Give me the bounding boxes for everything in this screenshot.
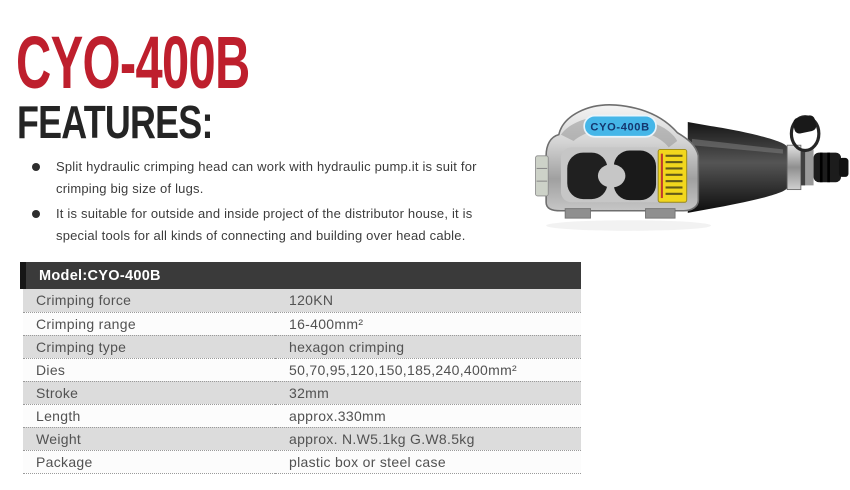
nipple-ridge xyxy=(820,153,823,183)
spec-value: 16-400mm² xyxy=(275,312,581,335)
table-row xyxy=(23,427,581,450)
table-row xyxy=(23,335,581,358)
bullet-icon xyxy=(32,163,40,171)
spec-label: Crimping range xyxy=(23,312,275,335)
spec-label: Length xyxy=(23,404,275,427)
sticker-text-line xyxy=(666,193,683,195)
product-photo xyxy=(533,86,850,234)
spec-value: plastic box or steel case xyxy=(275,450,581,473)
features-heading: FEATURES: xyxy=(17,96,213,148)
sticker-text-line xyxy=(666,174,683,176)
features-list xyxy=(30,156,482,250)
feature-item xyxy=(30,203,482,246)
crimping-tool-illustration xyxy=(533,86,850,234)
spec-label: Crimping force xyxy=(23,289,275,312)
spec-value: 32mm xyxy=(275,381,581,404)
sticker-text-line xyxy=(666,180,683,182)
spec-value: 120KN xyxy=(275,289,581,312)
feature-text: It is suitable for outside and inside project of the distributor house, it is special tools for all kinds of connecting and building over head cable. xyxy=(56,206,473,243)
table-row xyxy=(23,312,581,335)
nipple-ridge xyxy=(827,153,830,183)
spec-label: Crimping type xyxy=(23,335,275,358)
table-row xyxy=(23,358,581,381)
spec-table xyxy=(20,262,581,474)
spec-label: Package xyxy=(23,450,275,473)
head-foot xyxy=(565,209,590,219)
sticker-red-column xyxy=(661,154,663,198)
nipple-tip xyxy=(839,158,849,177)
tool-shadow xyxy=(546,220,711,231)
die-notch xyxy=(598,164,625,187)
spec-label: Dies xyxy=(23,358,275,381)
table-row xyxy=(23,289,581,312)
sticker-text-line xyxy=(666,155,683,157)
feature-item xyxy=(30,156,482,199)
sticker-text-line xyxy=(666,161,683,163)
feature-text: Split hydraulic crimping head can work with hydraulic pump.it is suit for crimping big size of lugs. xyxy=(56,159,477,196)
cylinder-handle xyxy=(688,122,787,213)
bullet-icon xyxy=(32,210,40,218)
spec-value: 50,70,95,120,150,185,240,400mm² xyxy=(275,358,581,381)
sticker-text-line xyxy=(666,167,683,169)
spec-table-header-row xyxy=(23,262,581,289)
product-title: CYO-400B xyxy=(16,21,250,104)
dust-cap xyxy=(792,114,817,134)
sticker-text-line xyxy=(666,186,683,188)
coupler-collar xyxy=(787,145,801,189)
spec-table-header: Model:CYO-400B xyxy=(23,262,581,289)
table-row xyxy=(23,450,581,473)
table-row xyxy=(23,381,581,404)
model-label-text: CYO-400B xyxy=(590,121,650,134)
head-nose xyxy=(536,156,549,196)
table-row xyxy=(23,404,581,427)
spec-value: approx. N.W5.1kg G.W8.5kg xyxy=(275,427,581,450)
spec-label: Weight xyxy=(23,427,275,450)
spec-value: hexagon crimping xyxy=(275,335,581,358)
spec-value: approx.330mm xyxy=(275,404,581,427)
spec-label: Stroke xyxy=(23,381,275,404)
head-foot xyxy=(645,209,675,219)
coupler-ring-band xyxy=(801,149,805,185)
